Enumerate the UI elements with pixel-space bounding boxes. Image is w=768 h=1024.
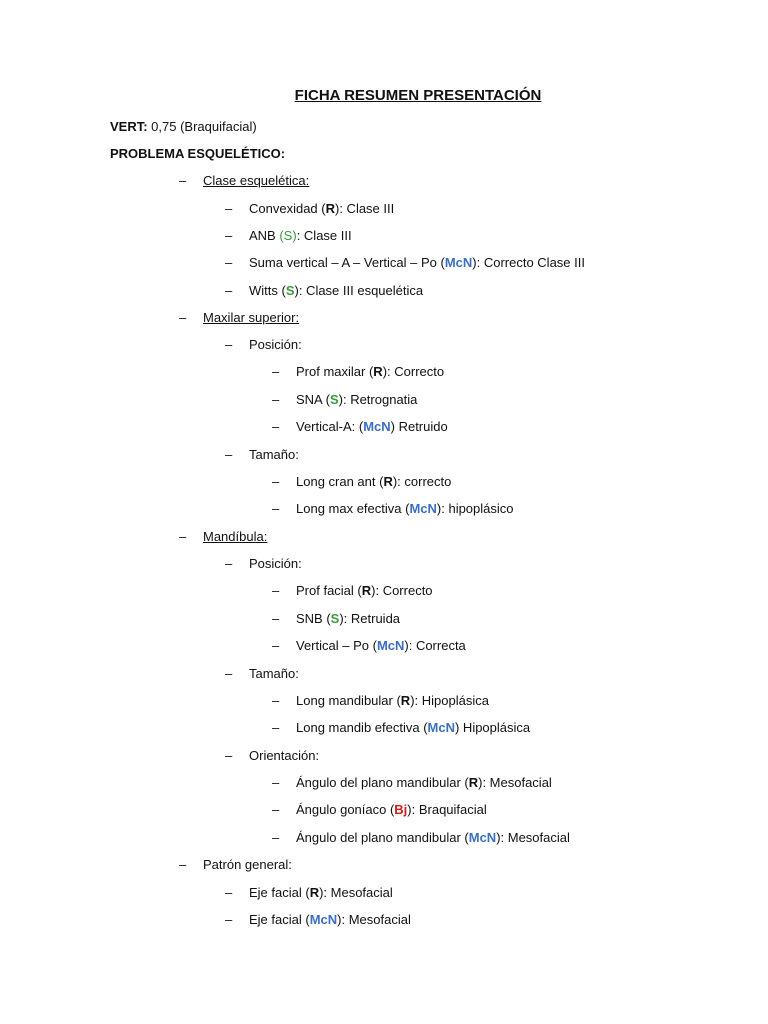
list-dash: – (272, 775, 280, 790)
vert-value: 0,75 (Braquifacial) (147, 119, 257, 134)
list-dash: – (225, 228, 233, 243)
list-dash: – (179, 310, 187, 325)
list-item-text: Witts (S): Clase III esquelética (249, 283, 424, 298)
patron-heading: Patrón general: (203, 857, 292, 872)
list-dash: – (272, 802, 280, 817)
list-item-text: Long mandib efectiva (McN) Hipoplásica (296, 720, 531, 735)
tag-s: S (329, 392, 339, 407)
list-dash: – (225, 556, 233, 571)
tag-r: R (325, 201, 335, 216)
list-item-text: SNB (S): Retruida (296, 611, 401, 626)
list-dash: – (272, 693, 280, 708)
mandibula-heading: Mandíbula: (203, 529, 268, 544)
list-dash: – (272, 419, 280, 434)
list-item-text: Suma vertical – A – Vertical – Po (McN): Correcto Clase III (249, 255, 585, 270)
tag-mcn: McN (309, 912, 338, 927)
maxilar-posicion-heading: Posición: (249, 337, 302, 352)
list-dash: – (272, 638, 280, 653)
list-dash: – (225, 447, 233, 462)
tag-mcn: McN (468, 830, 497, 845)
maxilar-tamano-heading: Tamaño: (249, 447, 299, 462)
list-dash: – (179, 529, 187, 544)
tag-mcn: McN (427, 720, 455, 735)
tag-r: R (361, 583, 372, 598)
list-item-text: ANB (S): Clase III (249, 228, 352, 243)
list-dash: – (225, 666, 233, 681)
tag-r: R (383, 474, 393, 489)
list-item-text: Long mandibular (R): Hipoplásica (296, 693, 489, 708)
tag-mcn: McN (363, 419, 391, 434)
vert-label: VERT: (110, 119, 148, 134)
list-dash: – (272, 611, 280, 626)
tag-mcn: McN (376, 638, 405, 653)
tag-s: S (330, 611, 340, 626)
tag-bj: Bj (394, 802, 408, 817)
list-item-text: Ángulo goníaco (Bj): Braquifacial (296, 802, 487, 817)
list-item-text: Vertical – Po (McN): Correcta (296, 638, 466, 653)
tag-mcn: McN (409, 501, 437, 516)
list-dash: – (225, 201, 233, 216)
clase-heading: Clase esquelética: (203, 173, 310, 188)
mandibula-posicion-heading: Posición: (249, 556, 302, 571)
tag-r: R (400, 693, 411, 708)
list-dash: – (225, 912, 233, 927)
maxilar-heading: Maxilar superior: (203, 310, 300, 325)
list-dash: – (272, 830, 280, 845)
list-dash: – (225, 337, 233, 352)
list-dash: – (225, 885, 233, 900)
list-dash: – (179, 857, 187, 872)
page-title: FICHA RESUMEN PRESENTACIÓN (294, 87, 542, 104)
list-item-text: Eje facial (McN): Mesofacial (249, 912, 411, 927)
list-dash: – (179, 173, 187, 188)
list-item-text: Long cran ant (R): correcto (296, 474, 452, 489)
list-dash: – (272, 583, 280, 598)
list-dash: – (225, 255, 233, 270)
list-item-text: Vertical-A: (McN) Retruido (296, 419, 448, 434)
vert-text (110, 118, 257, 136)
tag-r: R (309, 885, 320, 900)
mandibula-orientacion-heading: Orientación: (249, 748, 320, 763)
tag-r: R (373, 364, 383, 379)
mandibula-tamano-heading: Tamaño: (249, 666, 299, 681)
list-item-text: Eje facial (R): Mesofacial (249, 885, 393, 900)
list-dash: – (272, 392, 280, 407)
list-dash: – (272, 364, 280, 379)
list-item-text: Ángulo del plano mandibular (McN): Mesofacial (296, 830, 570, 845)
list-item-text: Ángulo del plano mandibular (R): Mesofacial (296, 775, 552, 790)
list-dash: – (272, 720, 280, 735)
list-item-text: Prof maxilar (R): Correcto (296, 364, 445, 379)
tag-s: (S) (279, 228, 297, 243)
problema-heading: PROBLEMA ESQUELÉTICO: (110, 146, 286, 161)
list-item-text: SNA (S): Retrognatia (296, 392, 418, 407)
list-dash: – (272, 474, 280, 489)
list-item-text: Prof facial (R): Correcto (296, 583, 433, 598)
list-item-text: Long max efectiva (McN): hipoplásico (296, 501, 514, 516)
list-dash: – (225, 283, 233, 298)
list-dash: – (225, 748, 233, 763)
list-item-text: Convexidad (R): Clase III (249, 201, 395, 216)
tag-s: S (285, 283, 295, 298)
tag-r: R (468, 775, 479, 790)
list-dash: – (272, 501, 280, 516)
tag-mcn: McN (444, 255, 473, 270)
